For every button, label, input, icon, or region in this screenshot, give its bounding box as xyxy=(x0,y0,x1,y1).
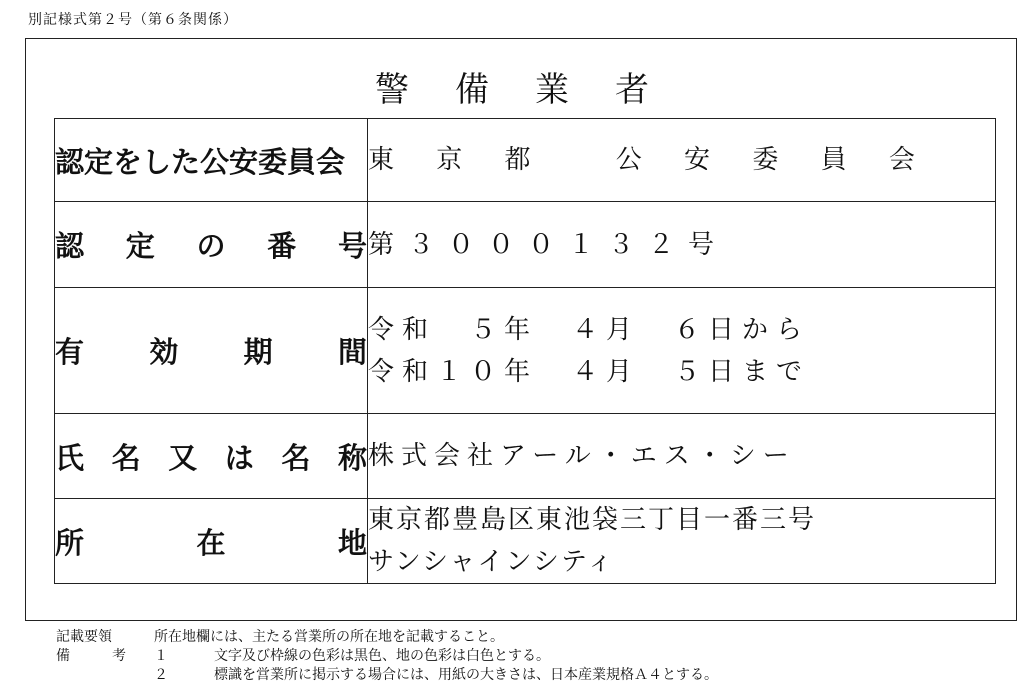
value-line: 令和 ５年 ４月 ６日から xyxy=(368,314,811,345)
value-line: 東 京 都 公 安 委 員 会 xyxy=(368,145,932,175)
row-label xyxy=(55,119,368,202)
value-line: サンシャインシティ xyxy=(368,547,615,577)
row-value xyxy=(368,414,996,499)
remarks-spacer xyxy=(56,666,154,685)
label-char: の xyxy=(196,229,226,263)
label-text: 認定をした公安委員会 xyxy=(55,144,346,179)
label-char: 定 xyxy=(125,229,155,263)
title-char: 業 xyxy=(535,70,569,110)
remark-row xyxy=(56,647,718,666)
value-line: 令和１０年 ４月 ５日まで xyxy=(368,356,811,387)
label-char: 認 xyxy=(55,229,85,263)
label-char: 又 xyxy=(168,440,198,475)
notes xyxy=(56,628,718,685)
remarks-label: 備 考 xyxy=(56,648,126,664)
label-char: 番 xyxy=(267,229,297,263)
label-char: 号 xyxy=(337,229,367,263)
label-char: 期 xyxy=(243,335,273,369)
label-char: 間 xyxy=(337,335,367,369)
form-label: 別記様式第２号（第６条関係） xyxy=(28,12,238,28)
remark-text: 標識を営業所に掲示する場合には、用紙の大きさは、日本産業規格Ａ４とする。 xyxy=(214,667,718,683)
row-value xyxy=(368,288,996,414)
label-char: 称 xyxy=(337,440,367,475)
row-label xyxy=(55,499,368,584)
value-line: 第３０００１３２号 xyxy=(368,229,729,260)
row-label xyxy=(55,288,368,414)
value-line: 株式会社アール・エス・シー xyxy=(368,441,796,471)
sign-title xyxy=(0,62,1024,111)
label-char: 地 xyxy=(337,525,367,560)
title-char: 警 xyxy=(375,70,409,110)
label-char: 名 xyxy=(281,440,311,475)
sign-info-table xyxy=(54,118,996,584)
label-char: 氏 xyxy=(55,440,85,475)
label-char: 名 xyxy=(111,440,141,475)
remark-number: １ xyxy=(154,648,168,664)
instructions-row xyxy=(56,628,718,647)
row-value xyxy=(368,202,996,288)
table-row xyxy=(55,499,996,584)
label-char: 有 xyxy=(55,335,85,369)
table-row xyxy=(55,202,996,288)
label-char: 在 xyxy=(196,525,226,560)
row-label xyxy=(55,414,368,499)
title-char: 者 xyxy=(615,70,649,110)
row-value xyxy=(368,119,996,202)
label-char: 効 xyxy=(149,335,179,369)
remark-number: ２ xyxy=(154,667,168,683)
row-value xyxy=(368,499,996,584)
value-line: 東京都豊島区東池袋三丁目一番三号 xyxy=(368,505,817,535)
title-char: 備 xyxy=(455,70,489,110)
table-row xyxy=(55,414,996,499)
label-char: 所 xyxy=(55,525,85,560)
table-row xyxy=(55,288,996,414)
remark-row xyxy=(56,666,718,685)
row-label xyxy=(55,202,368,288)
remark-text: 文字及び枠線の色彩は黒色、地の色彩は白色とする。 xyxy=(214,648,550,664)
table-row xyxy=(55,119,996,202)
label-char: は xyxy=(224,440,254,475)
instructions-label: 記載要領 xyxy=(56,629,112,645)
instructions-text: 所在地欄には、主たる営業所の所在地を記載すること。 xyxy=(154,629,504,645)
